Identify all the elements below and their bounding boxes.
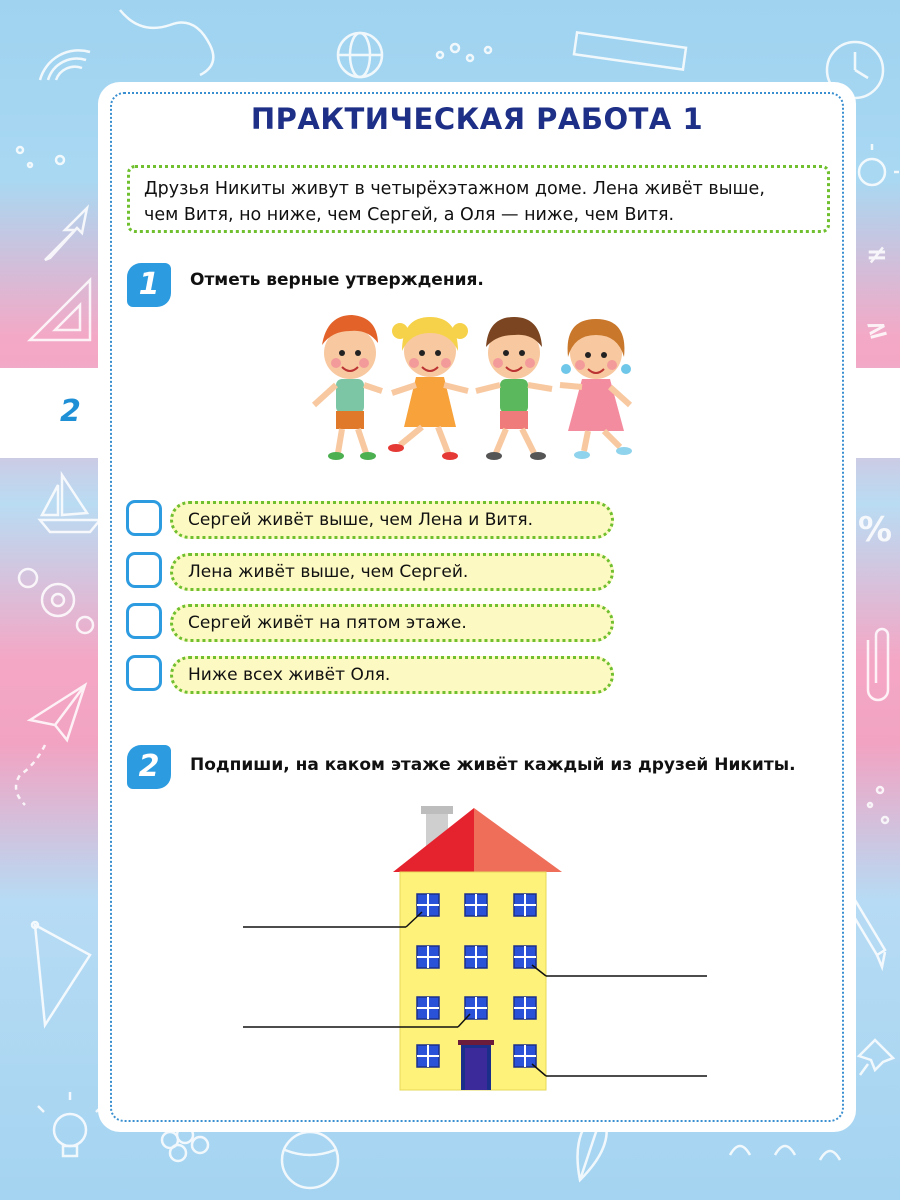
- page-title: ПРАКТИЧЕСКАЯ РАБОТА 1: [250, 102, 704, 136]
- statement-1-checkbox[interactable]: [126, 500, 162, 536]
- task-2-instruction: Подпиши, на каком этаже живёт каждый из друзей Никиты.: [190, 755, 796, 775]
- roof-right: [474, 808, 562, 872]
- triangle-ruler-icon: [30, 280, 90, 340]
- statement-3: Сергей живёт на пятом этаже.: [170, 604, 614, 642]
- girl-1-figure: [388, 317, 468, 460]
- sailboat-icon: [40, 475, 100, 532]
- statement-4-checkbox[interactable]: [126, 655, 162, 691]
- cursor-arrow-icon: [45, 208, 87, 260]
- wifi-icon: [40, 50, 90, 80]
- house-illustration: [230, 800, 720, 1100]
- globe-icon: [338, 33, 382, 77]
- geometry-triangle-icon: [32, 922, 90, 1025]
- intro-text-box: [127, 165, 830, 233]
- gear-icon: [19, 569, 93, 633]
- page-number: 2: [60, 394, 81, 429]
- boy-1-figure: [314, 315, 382, 460]
- statement-4: Ниже всех живёт Оля.: [170, 656, 614, 694]
- not-equal-sign: ≠: [866, 240, 888, 270]
- statement-1: Сергей живёт выше, чем Лена и Витя.: [170, 501, 614, 539]
- berries-icon: [162, 1127, 208, 1161]
- ball-icon: [282, 1132, 338, 1188]
- girl-2-figure: [560, 319, 632, 459]
- swirl-doodle: [120, 10, 213, 75]
- ruler-icon: [574, 32, 686, 69]
- statement-2: Лена живёт выше, чем Сергей.: [170, 553, 614, 591]
- intro-line-1: Друзья Никиты живут в четырёхэтажном доме. Лена живёт выше,: [144, 179, 765, 199]
- statement-3-checkbox[interactable]: [126, 603, 162, 639]
- statement-2-checkbox[interactable]: [126, 552, 162, 588]
- greater-equal-sign: ≥: [862, 311, 892, 347]
- task-1-badge: 1: [127, 263, 171, 307]
- children-illustration: [300, 305, 660, 465]
- lightbulb-icon: [38, 1092, 102, 1156]
- paper-plane-icon: [16, 685, 85, 805]
- intro-line-2: чем Витя, но ниже, чем Сергей, а Оля — ниже, чем Витя.: [144, 205, 675, 225]
- percent-sign: %: [858, 510, 893, 550]
- arches-icon: [730, 1146, 840, 1160]
- task-2-badge: 2: [127, 745, 171, 789]
- boy-2-figure: [476, 317, 552, 460]
- paperclip-icon: [868, 629, 888, 700]
- task-1-instruction: Отметь верные утверждения.: [190, 270, 484, 290]
- pushpin-icon: [859, 1040, 893, 1075]
